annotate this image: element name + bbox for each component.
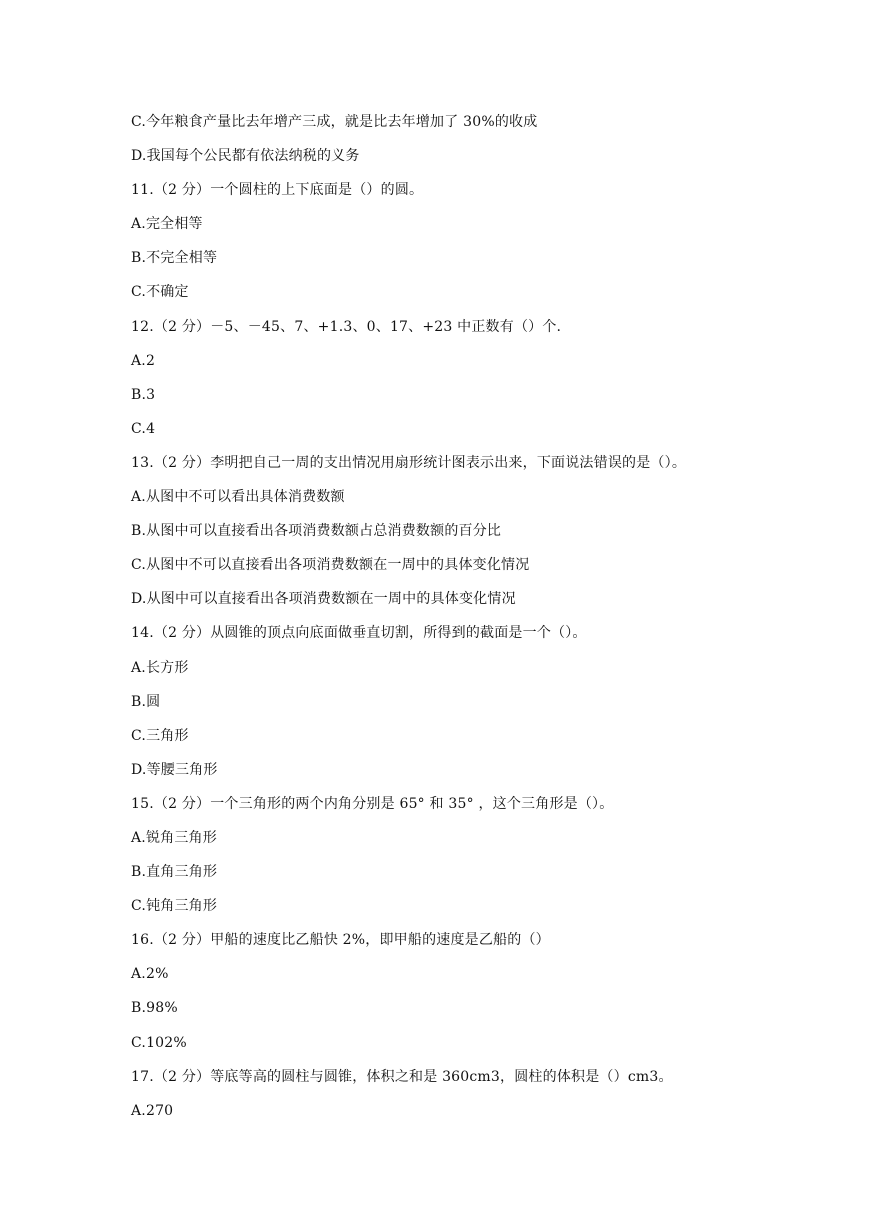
option-line: A.完全相等	[131, 216, 203, 233]
option-line: B.直角三角形	[131, 864, 218, 881]
question-line: 15.（2 分）一个三角形的两个内角分别是 65° 和 35° ，这个三角形是（）。	[131, 795, 614, 812]
option-line: D.从图中可以直接看出各项消费数额在一周中的具体变化情况	[131, 591, 516, 608]
question-line: 14.（2 分）从圆锥的顶点向底面做垂直切割，所得到的截面是一个（）。	[131, 625, 587, 642]
document-body	[131, 109, 751, 1132]
option-line: C.三角形	[131, 727, 189, 744]
option-line: C.102%	[131, 1034, 187, 1051]
option-line: B.3	[131, 386, 156, 403]
question-line: 16.（2 分）甲船的速度比乙船快 2%，即甲船的速度是乙船的（）	[131, 932, 550, 949]
option-line: B.圆	[131, 693, 161, 710]
question-line: 17.（2 分）等底等高的圆柱与圆锥，体积之和是 360cm3，圆柱的体积是（）cm3。	[131, 1068, 673, 1085]
question-line: 12.（2 分）－5、－45、7、+1.3、0、17、+23 中正数有（）个.	[131, 318, 562, 335]
question-line: 11.（2 分）一个圆柱的上下底面是（）的圆。	[131, 182, 424, 199]
option-line: C.从图中不可以直接看出各项消费数额在一周中的具体变化情况	[131, 557, 530, 574]
option-line: B.不完全相等	[131, 250, 218, 267]
option-line: C.4	[131, 420, 156, 437]
option-line: B.从图中可以直接看出各项消费数额占总消费数额的百分比	[131, 523, 502, 540]
option-line: A.从图中不可以看出具体消费数额	[131, 489, 345, 506]
option-line: A.2	[131, 352, 156, 369]
option-line: A.270	[131, 1102, 174, 1119]
option-line: C.钝角三角形	[131, 898, 218, 915]
option-line: A.锐角三角形	[131, 829, 217, 846]
option-line: C.今年粮食产量比去年增产三成，就是比去年增加了 30%的收成	[131, 114, 538, 130]
option-line: B.98%	[131, 1000, 178, 1017]
option-line: D.我国每个公民都有依法纳税的义务	[131, 148, 360, 165]
option-line: C.不确定	[131, 284, 189, 301]
option-line: A.长方形	[131, 659, 189, 676]
option-line: A.2%	[131, 966, 169, 983]
option-line: D.等腰三角形	[131, 761, 218, 778]
question-line: 13.（2 分）李明把自己一周的支出情况用扇形统计图表示出来，下面说法错误的是（）。	[131, 454, 687, 471]
